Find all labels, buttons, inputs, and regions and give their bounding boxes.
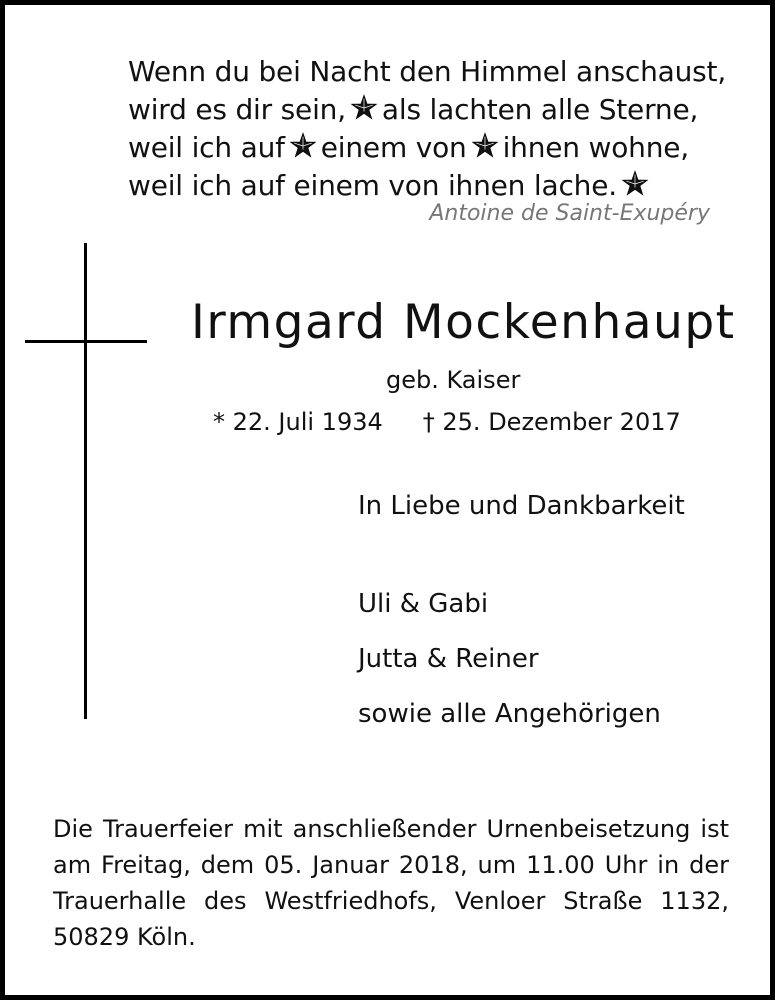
poem-line-3-text-c: ihnen wohne, [502,131,689,164]
mourner-2: Jutta & Reiner [358,644,539,674]
poem-line-2-text-b: als lachten alle Sterne, [381,93,699,126]
life-dates [213,408,681,436]
poem-line-4-text: weil ich auf einem von ihnen lache. [128,169,617,202]
poem-line-2-text-a: wird es dir sein, [128,93,346,126]
poem-line-2 [128,91,726,129]
poem [128,53,726,205]
poem-line-1-text: Wenn du bei Nacht den Himmel anschaust, [128,55,727,88]
thanks-line: In Liebe und Dankbarkeit [358,491,685,521]
poem-line-3 [128,129,726,167]
mourner-3: sowie alle Angehörigen [358,699,661,729]
star-icon [289,132,317,160]
mourner-1: Uli & Gabi [358,589,489,619]
maiden-name: geb. Kaiser [386,366,521,394]
star-icon [350,94,378,122]
star-icon [471,132,499,160]
funeral-service-notice: Die Trauerfeier mit anschließender Urnenbeisetzung ist am Freitag, dem 05. Januar 2018, um 11.00 Uhr in der Trauerhalle des Westfriedhofs, Venloer Straße 1132, 50829 Köln. [53,815,729,951]
poem-line-4 [128,167,726,205]
death-date: † 25. Dezember 2017 [422,408,681,436]
poem-line-3-text-a: weil ich auf [128,131,285,164]
poem-line-1 [128,53,726,91]
poem-line-3-text-b: einem von [320,131,467,164]
birth-date: * 22. Juli 1934 [213,408,383,436]
deceased-name: Irmgard Mockenhaupt [191,295,736,350]
mourners-list [358,577,661,742]
star-icon [621,170,649,198]
poem-author: Antoine de Saint-Exupéry [429,201,710,226]
